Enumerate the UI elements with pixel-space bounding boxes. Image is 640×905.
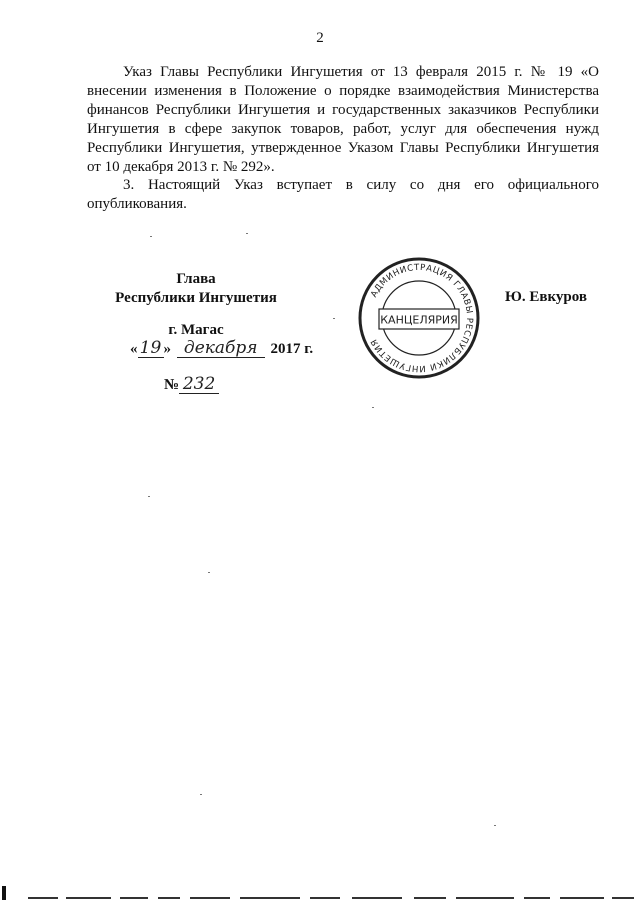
scan-edge-line	[310, 897, 340, 899]
paragraph-decree-reference: Указ Главы Республики Ингушетия от 13 февраля 2015 г. № 19 «О внесении изменения в Положение о порядке взаимодействия Министерства финансов Республики Ингушетия и государственных заказчиков Республики Ингушетия в сфере закупок товаров, работ, услуг для обеспечения нужд Республики Ингушетия, утвержденное Указом Главы Республики Ингушетия от 10 декабря 2013 г. № 292».	[87, 64, 599, 175]
date-year: 2017 г.	[270, 341, 314, 357]
decree-number-line	[164, 375, 219, 394]
scan-edge-line	[66, 897, 111, 899]
scan-speck	[200, 794, 202, 795]
number-prefix: №	[164, 377, 180, 393]
scan-edge-line	[240, 897, 300, 899]
scan-speck	[208, 572, 210, 573]
scan-edge-line	[524, 897, 550, 899]
decree-number: 232	[179, 375, 219, 394]
date-month: декабря	[177, 339, 265, 358]
stamp-ring-text: АДМИНИСТРАЦИЯ ГЛАВЫ РЕСПУБЛИКИ ИНГУШЕТИЯ	[369, 262, 475, 374]
scan-edge-line	[414, 897, 446, 899]
scan-edge-line	[190, 897, 230, 899]
scan-edge-line	[158, 897, 180, 899]
scan-edge-line	[352, 897, 402, 899]
scan-edge-line	[120, 897, 148, 899]
scan-edge-mark	[2, 886, 6, 900]
scan-edge-line	[456, 897, 514, 899]
date-line	[130, 339, 313, 361]
place-of-signing: г. Магас	[168, 322, 224, 338]
scan-speck	[246, 233, 248, 234]
scan-edge-line	[612, 897, 634, 899]
scan-speck	[148, 496, 150, 497]
date-close-quote: »	[163, 341, 171, 357]
scan-edge-line	[28, 897, 58, 899]
date-open-quote: «	[130, 341, 138, 357]
page-number: 2	[316, 30, 324, 46]
signer-name: Ю. Евкуров	[505, 289, 587, 305]
stamp-center-text: КАНЦЕЛЯРИЯ	[380, 313, 458, 327]
date-day: 19	[138, 339, 164, 358]
scan-speck	[494, 825, 496, 826]
scan-edge-line	[560, 897, 604, 899]
scan-speck	[150, 236, 152, 237]
scan-speck	[372, 407, 374, 408]
signature-title-line2: Республики Ингушетия	[115, 290, 277, 306]
body-text	[87, 63, 599, 214]
scan-speck	[333, 318, 335, 319]
official-stamp	[357, 256, 481, 380]
paragraph-effective-date: 3. Настоящий Указ вступает в силу со дня его официального опубликования.	[87, 177, 599, 213]
signature-title-line1: Глава	[176, 271, 216, 287]
